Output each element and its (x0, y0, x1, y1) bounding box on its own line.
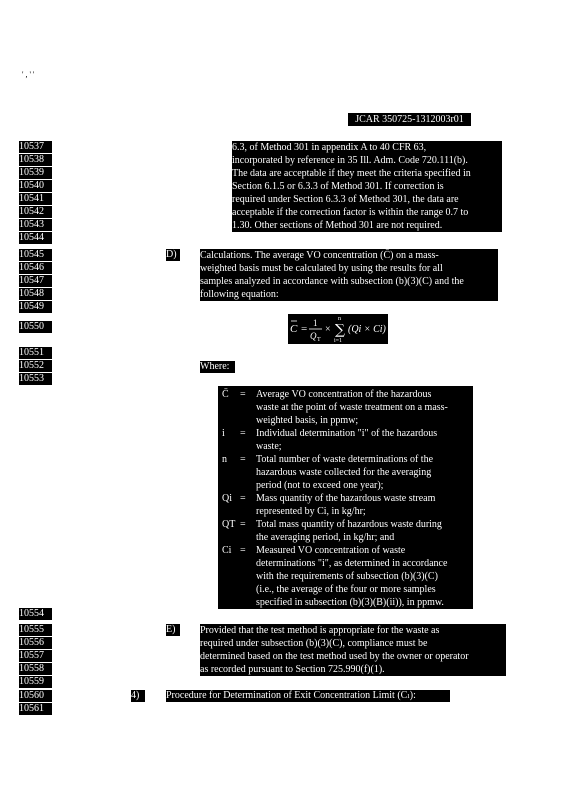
definition-equals: = (240, 493, 246, 504)
line-number: 10540 (19, 180, 52, 192)
paragraph-line: 6.3, of Method 301 in appendix A to 40 CFR 63, (232, 142, 427, 153)
definition-equals: = (240, 428, 246, 439)
corner-marks: ' , ' ' (22, 70, 35, 79)
definition-symbol: Ci (222, 545, 232, 556)
formula-times: × (325, 324, 331, 335)
paragraph-line: Provided that the test method is appropriate for the waste as (200, 625, 440, 636)
line-number: 10545 (19, 249, 52, 261)
definition-equals: = (240, 519, 246, 530)
average-concentration-equation (288, 314, 388, 344)
line-number: 10543 (19, 219, 52, 231)
definition-text: Individual determination "i" of the hazardous (256, 428, 438, 439)
definition-equals: = (240, 389, 246, 400)
paragraph-line: incorporated by reference in 35 Ill. Adm. Code 720.111(b). (232, 155, 468, 166)
definition-text: hazardous waste collected for the averaging (256, 467, 432, 478)
item-e-label: E) (166, 624, 180, 636)
line-number: 10546 (19, 262, 52, 274)
line-number: 10551 (19, 347, 52, 359)
line-number: 10541 (19, 193, 52, 205)
formula-sum: ∑ (335, 322, 345, 338)
paragraph-line: determined based on the test method used by the owner or operator (200, 651, 469, 662)
line-number: 10544 (19, 232, 52, 244)
definition-text: with the requirements of subsection (b)(3)(C) (256, 571, 438, 582)
paragraph-line: acceptable if the correction factor is within the range 0.7 to (232, 207, 469, 218)
item-4-label: 4) (131, 690, 145, 702)
where-label: Where: (200, 361, 235, 373)
definition-equals: = (240, 454, 246, 465)
definition-text: represented by Ci, in kg/hr; (256, 506, 366, 517)
paragraph-line: weighted basis must be calculated by using the results for all (200, 263, 443, 274)
definition-symbol: n (222, 454, 227, 465)
line-number: 10548 (19, 288, 52, 300)
line-number: 10561 (19, 703, 52, 715)
definition-symbol: Qi (222, 493, 232, 504)
definition-text: weighted basis, in ppmw; (256, 415, 359, 426)
line-number: 10554 (19, 608, 52, 620)
calculations-paragraph (200, 249, 498, 301)
line-number: 10553 (19, 373, 52, 385)
definition-text: Total mass quantity of hazardous waste during (256, 519, 442, 530)
paragraph-line: samples analyzed in accordance with subsection (b)(3)(C) and the (200, 276, 464, 287)
definition-symbol: QT (222, 519, 236, 530)
formula-sum-top: n (338, 316, 341, 322)
line-number: 10560 (19, 690, 52, 702)
definition-text: specified in subsection (b)(3)(B)(ii)), in ppmw. (256, 597, 444, 608)
line-number: 10556 (19, 637, 52, 649)
paragraph-line: required under Section 6.3.3 of Method 301, the data are (232, 194, 459, 205)
formula-equals: = (301, 323, 308, 335)
line-number: 10547 (19, 275, 52, 287)
definition-text: determinations "i", as determined in accordance (256, 558, 448, 569)
definition-text: period (not to exceed one year); (256, 480, 384, 491)
paragraph-line: as recorded pursuant to Section 725.990(f)(1). (200, 664, 385, 675)
line-number: 10549 (19, 301, 52, 313)
line-number: 10538 (19, 154, 52, 166)
line-number: 10537 (19, 141, 52, 153)
line-number: 10559 (19, 676, 52, 688)
formula-denominator-sub: T (317, 337, 321, 343)
paragraph-line: 1.30. Other sections of Method 301 are not required. (232, 220, 443, 231)
method-301-paragraph (232, 141, 502, 232)
definition-symbol: i (222, 428, 225, 439)
definition-text: the averaging period, in kg/hr; and (256, 532, 395, 543)
formula-denominator: Q (310, 331, 317, 341)
paragraph-line: Calculations. The average VO concentration (C̄) on a mass- (200, 250, 439, 261)
definition-text: Average VO concentration of the hazardous (256, 389, 432, 400)
document-header-ref: JCAR 350725-1312003r01 (348, 113, 471, 126)
definition-text: waste; (256, 441, 282, 452)
definitions-list (218, 386, 473, 609)
definition-text: Measured VO concentration of waste (256, 545, 406, 556)
definition-text: Total number of waste determinations of the (256, 454, 434, 465)
formula-term: (Qi × Ci) (348, 324, 386, 335)
line-number: 10550 (19, 321, 52, 333)
paragraph-line: following equation: (200, 289, 279, 300)
exit-concentration-heading: Procedure for Determination of Exit Concentration Limit (Cₗ): (166, 690, 450, 702)
line-number: 10552 (19, 360, 52, 372)
definition-equals: = (240, 545, 246, 556)
line-number: 10539 (19, 167, 52, 179)
definition-text: waste at the point of waste treatment on a mass- (256, 402, 448, 413)
line-number: 10542 (19, 206, 52, 218)
line-number: 10557 (19, 650, 52, 662)
paragraph-line: The data are acceptable if they meet the criteria specified in (232, 168, 471, 179)
formula-numerator: 1 (313, 318, 318, 328)
formula-lhs: C (290, 323, 298, 335)
paragraph-line: required under subsection (b)(3)(C), compliance must be (200, 638, 428, 649)
paragraph-line: Section 6.1.5 or 6.3.3 of Method 301. If correction is (232, 181, 444, 192)
definition-text: (i.e., the average of the four or more samples (256, 584, 436, 595)
item-d-label: D) (166, 249, 180, 261)
line-number: 10558 (19, 663, 52, 675)
line-number: 10555 (19, 624, 52, 636)
definition-text: Mass quantity of the hazardous waste stream (256, 493, 436, 504)
formula-sum-bottom: i=1 (334, 338, 343, 344)
definition-symbol: C̄ (222, 389, 229, 400)
compliance-paragraph (200, 624, 506, 676)
